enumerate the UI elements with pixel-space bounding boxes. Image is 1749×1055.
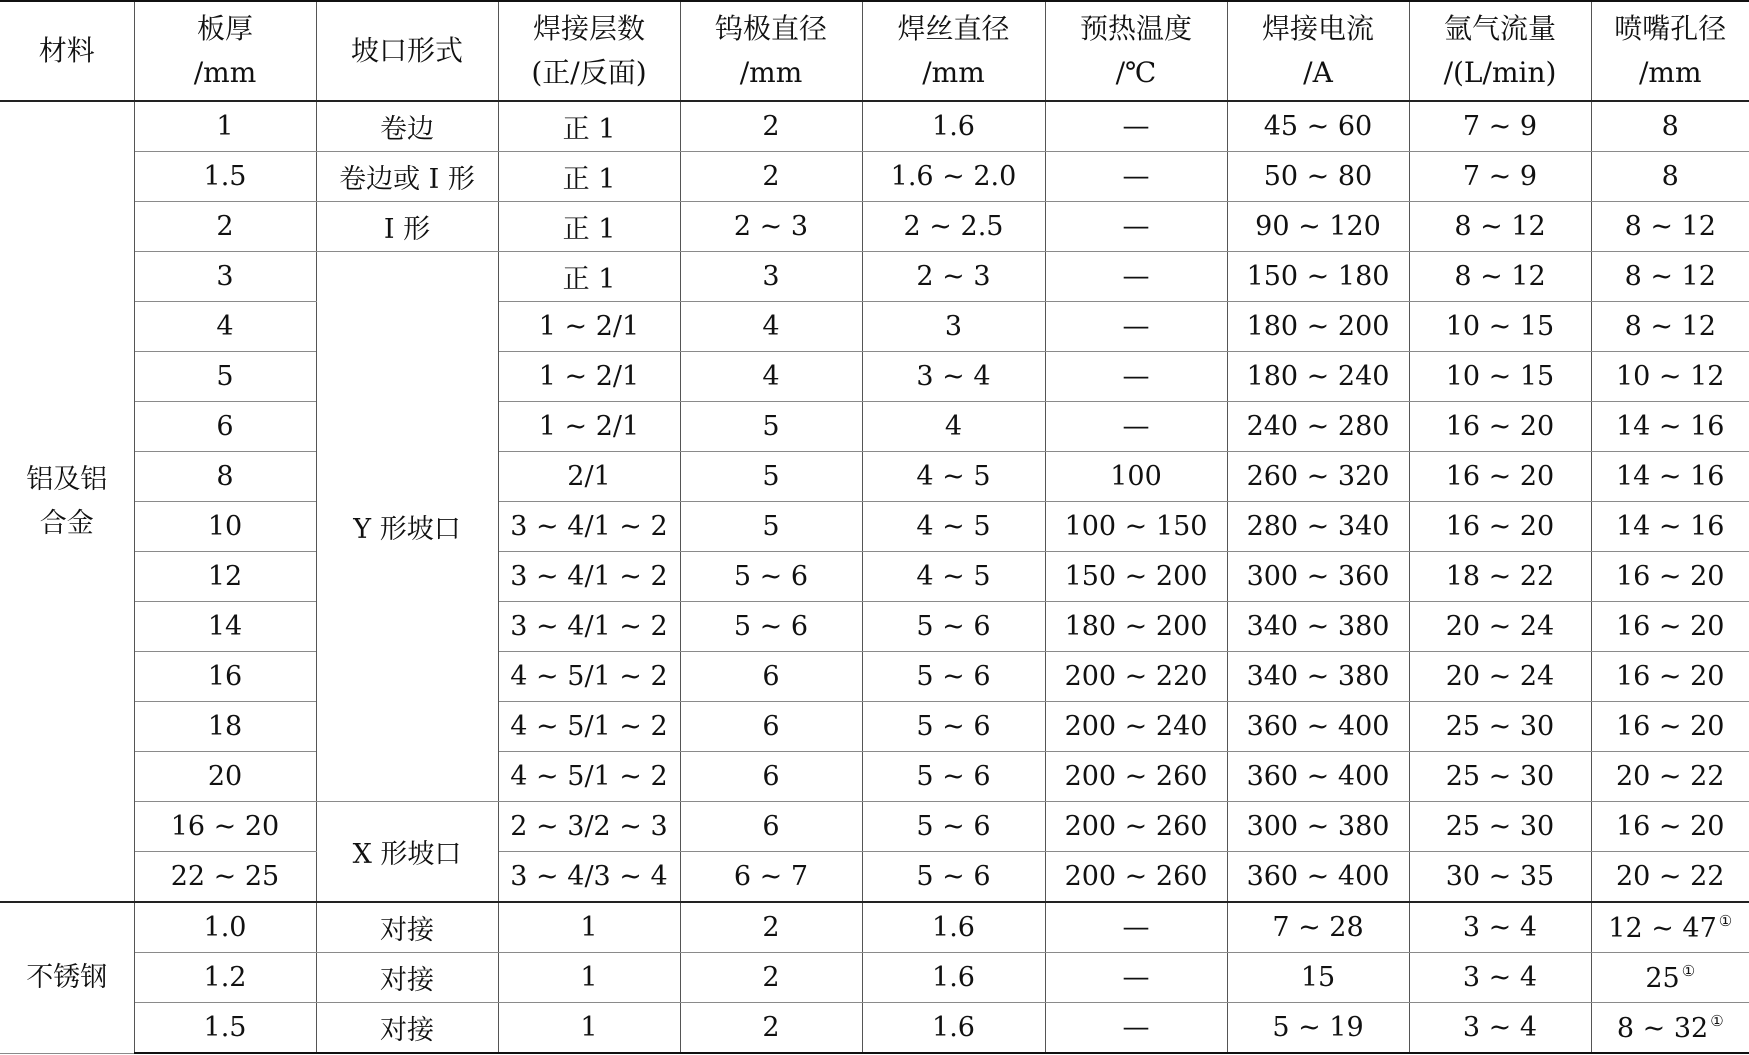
- argon-cell: 3 ~ 4: [1409, 953, 1591, 1003]
- layers-cell: 正 1: [498, 101, 680, 152]
- thickness-cell: 1.5: [134, 1003, 316, 1054]
- table-row: [0, 602, 1749, 652]
- nozzle-value: 8 ~ 12: [1624, 211, 1716, 242]
- nozzle-cell: [1591, 752, 1749, 802]
- wire-cell: 5 ~ 6: [862, 602, 1045, 652]
- header-text: 材料: [38, 34, 95, 67]
- preheat-cell: 200 ~ 260: [1045, 852, 1227, 903]
- argon-cell: 25 ~ 30: [1409, 752, 1591, 802]
- layers-cell: 1 ~ 2/1: [498, 402, 680, 452]
- argon-cell: 18 ~ 22: [1409, 552, 1591, 602]
- nozzle-cell: [1591, 402, 1749, 452]
- wire-cell: 4 ~ 5: [862, 552, 1045, 602]
- header-text: 钨极直径: [714, 12, 827, 45]
- footnote-marker: ①: [1718, 911, 1733, 930]
- groove-cell: 对接: [316, 1003, 498, 1054]
- wire-cell: 5 ~ 6: [862, 752, 1045, 802]
- thickness-cell: 2: [134, 202, 316, 252]
- material-text: 铝及铝: [26, 463, 108, 495]
- groove-cell: 卷边: [316, 101, 498, 152]
- tungsten-cell: 5 ~ 6: [680, 602, 862, 652]
- layers-cell: 3 ~ 4/1 ~ 2: [498, 502, 680, 552]
- nozzle-cell: [1591, 502, 1749, 552]
- header-text: 预热温度: [1079, 12, 1192, 45]
- layers-cell: 1 ~ 2/1: [498, 352, 680, 402]
- argon-cell: 16 ~ 20: [1409, 452, 1591, 502]
- header-text: 坡口形式: [350, 34, 463, 67]
- layers-cell: 4 ~ 5/1 ~ 2: [498, 652, 680, 702]
- table-row: [0, 953, 1749, 1003]
- header-text: 焊丝直径: [897, 12, 1010, 45]
- table-row: [0, 702, 1749, 752]
- preheat-cell: —: [1045, 252, 1227, 302]
- current-cell: 280 ~ 340: [1227, 502, 1409, 552]
- layers-cell: 4 ~ 5/1 ~ 2: [498, 702, 680, 752]
- wire-cell: 5 ~ 6: [862, 852, 1045, 903]
- table-row: [0, 552, 1749, 602]
- current-cell: 45 ~ 60: [1227, 101, 1409, 152]
- tungsten-cell: 4: [680, 352, 862, 402]
- groove-cell: X 形坡口: [316, 802, 498, 903]
- argon-cell: 20 ~ 24: [1409, 602, 1591, 652]
- preheat-cell: —: [1045, 402, 1227, 452]
- header-cell-layers: [498, 1, 680, 101]
- tungsten-cell: 2: [680, 1003, 862, 1054]
- preheat-cell: 200 ~ 220: [1045, 652, 1227, 702]
- table-row: [0, 802, 1749, 852]
- nozzle-value: 14 ~ 16: [1615, 461, 1725, 492]
- nozzle-value: 8 ~ 32: [1616, 1012, 1709, 1044]
- table-row: [0, 452, 1749, 502]
- nozzle-value: 16 ~ 20: [1615, 561, 1725, 592]
- preheat-cell: —: [1045, 202, 1227, 252]
- header-cell-thickness: [134, 1, 316, 101]
- wire-cell: 4 ~ 5: [862, 452, 1045, 502]
- preheat-cell: 200 ~ 260: [1045, 752, 1227, 802]
- layers-cell: 1 ~ 2/1: [498, 302, 680, 352]
- preheat-cell: 100 ~ 150: [1045, 502, 1227, 552]
- header-text: (正/反面): [531, 56, 647, 89]
- nozzle-cell: [1591, 452, 1749, 502]
- header-cell-tungsten: [680, 1, 862, 101]
- thickness-cell: 1.0: [134, 902, 316, 953]
- argon-cell: 3 ~ 4: [1409, 1003, 1591, 1054]
- table-row: [0, 352, 1749, 402]
- tungsten-cell: 4: [680, 302, 862, 352]
- current-cell: 150 ~ 180: [1227, 252, 1409, 302]
- layers-cell: 正 1: [498, 152, 680, 202]
- current-cell: 300 ~ 360: [1227, 552, 1409, 602]
- nozzle-value: 16 ~ 20: [1615, 811, 1725, 842]
- groove-cell: 对接: [316, 902, 498, 953]
- nozzle-cell: [1591, 602, 1749, 652]
- tungsten-cell: 6: [680, 752, 862, 802]
- layers-cell: 1: [498, 1003, 680, 1054]
- thickness-cell: 1.5: [134, 152, 316, 202]
- layers-cell: 正 1: [498, 202, 680, 252]
- preheat-cell: 200 ~ 260: [1045, 802, 1227, 852]
- table-row: [0, 101, 1749, 152]
- tungsten-cell: 5: [680, 452, 862, 502]
- argon-cell: 3 ~ 4: [1409, 902, 1591, 953]
- nozzle-value: 16 ~ 20: [1615, 661, 1725, 692]
- nozzle-cell: [1591, 902, 1749, 953]
- argon-cell: 16 ~ 20: [1409, 502, 1591, 552]
- current-cell: 50 ~ 80: [1227, 152, 1409, 202]
- nozzle-cell: [1591, 101, 1749, 152]
- wire-cell: 1.6: [862, 902, 1045, 953]
- wire-cell: 1.6: [862, 101, 1045, 152]
- argon-cell: 10 ~ 15: [1409, 302, 1591, 352]
- preheat-cell: —: [1045, 352, 1227, 402]
- tungsten-cell: 3: [680, 252, 862, 302]
- nozzle-value: 12 ~ 47: [1608, 912, 1717, 944]
- argon-cell: 25 ~ 30: [1409, 802, 1591, 852]
- current-cell: 240 ~ 280: [1227, 402, 1409, 452]
- header-cell-preheat: [1045, 1, 1227, 101]
- argon-cell: 7 ~ 9: [1409, 101, 1591, 152]
- table-row: [0, 252, 1749, 302]
- wire-cell: 5 ~ 6: [862, 702, 1045, 752]
- material-text: 不锈钢: [26, 961, 108, 993]
- argon-cell: 8 ~ 12: [1409, 202, 1591, 252]
- wire-cell: 5 ~ 6: [862, 802, 1045, 852]
- nozzle-cell: [1591, 252, 1749, 302]
- nozzle-cell: [1591, 202, 1749, 252]
- table-row: [0, 652, 1749, 702]
- header-cell-wire: [862, 1, 1045, 101]
- current-cell: 360 ~ 400: [1227, 702, 1409, 752]
- layers-cell: 4 ~ 5/1 ~ 2: [498, 752, 680, 802]
- nozzle-value: 8 ~ 12: [1624, 311, 1716, 342]
- preheat-cell: —: [1045, 953, 1227, 1003]
- layers-cell: 3 ~ 4/1 ~ 2: [498, 552, 680, 602]
- preheat-cell: —: [1045, 902, 1227, 953]
- nozzle-cell: [1591, 1003, 1749, 1054]
- groove-cell: 对接: [316, 953, 498, 1003]
- footnote-marker: ①: [1681, 961, 1696, 980]
- wire-cell: 4 ~ 5: [862, 502, 1045, 552]
- header-text: /A: [1303, 56, 1333, 89]
- thickness-cell: 4: [134, 302, 316, 352]
- layers-cell: 1: [498, 902, 680, 953]
- current-cell: 15: [1227, 953, 1409, 1003]
- nozzle-value: 8 ~ 12: [1624, 261, 1716, 292]
- header-cell-argon: [1409, 1, 1591, 101]
- thickness-cell: 16: [134, 652, 316, 702]
- header-text: /mm: [193, 56, 257, 89]
- header-text: 焊接电流: [1261, 12, 1374, 45]
- tungsten-cell: 2: [680, 101, 862, 152]
- nozzle-value: 8: [1661, 111, 1679, 142]
- table-row: [0, 752, 1749, 802]
- preheat-cell: 150 ~ 200: [1045, 552, 1227, 602]
- header-cell-current: [1227, 1, 1409, 101]
- wire-cell: 3 ~ 4: [862, 352, 1045, 402]
- header-text: 焊接层数: [532, 12, 645, 45]
- nozzle-cell: [1591, 552, 1749, 602]
- preheat-cell: 100: [1045, 452, 1227, 502]
- wire-cell: 2 ~ 3: [862, 252, 1045, 302]
- table-row: [0, 302, 1749, 352]
- table-row: [0, 1003, 1749, 1054]
- current-cell: 360 ~ 400: [1227, 752, 1409, 802]
- nozzle-cell: [1591, 953, 1749, 1003]
- argon-cell: 8 ~ 12: [1409, 252, 1591, 302]
- wire-cell: 2 ~ 2.5: [862, 202, 1045, 252]
- tungsten-cell: 2: [680, 953, 862, 1003]
- header-text: /℃: [1115, 56, 1157, 89]
- thickness-cell: 14: [134, 602, 316, 652]
- nozzle-value: 20 ~ 22: [1615, 761, 1725, 792]
- header-text: 喷嘴孔径: [1614, 12, 1727, 45]
- tungsten-cell: 6: [680, 702, 862, 752]
- layers-cell: 3 ~ 4/3 ~ 4: [498, 852, 680, 903]
- wire-cell: 1.6 ~ 2.0: [862, 152, 1045, 202]
- header-cell-nozzle: [1591, 1, 1749, 101]
- tungsten-cell: 6 ~ 7: [680, 852, 862, 903]
- current-cell: 180 ~ 240: [1227, 352, 1409, 402]
- current-cell: 7 ~ 28: [1227, 902, 1409, 953]
- preheat-cell: —: [1045, 302, 1227, 352]
- layers-cell: 3 ~ 4/1 ~ 2: [498, 602, 680, 652]
- groove-cell: Y 形坡口: [316, 252, 498, 802]
- tungsten-cell: 2: [680, 902, 862, 953]
- nozzle-value: 8: [1661, 161, 1679, 192]
- footnote-marker: ①: [1710, 1011, 1724, 1030]
- header-cell-groove: [316, 1, 498, 101]
- tungsten-cell: 2: [680, 152, 862, 202]
- preheat-cell: 200 ~ 240: [1045, 702, 1227, 752]
- preheat-cell: —: [1045, 152, 1227, 202]
- nozzle-value: 25: [1645, 962, 1680, 994]
- thickness-cell: 20: [134, 752, 316, 802]
- wire-cell: 1.6: [862, 1003, 1045, 1054]
- thickness-cell: 6: [134, 402, 316, 452]
- current-cell: 300 ~ 380: [1227, 802, 1409, 852]
- material-cell: [0, 101, 134, 902]
- table-row: [0, 852, 1749, 903]
- header-text: /mm: [1638, 56, 1702, 89]
- thickness-cell: 1: [134, 101, 316, 152]
- tungsten-cell: 5: [680, 402, 862, 452]
- nozzle-value: 14 ~ 16: [1615, 511, 1725, 542]
- groove-cell: I 形: [316, 202, 498, 252]
- nozzle-cell: [1591, 352, 1749, 402]
- nozzle-cell: [1591, 302, 1749, 352]
- header-cell-material: [0, 1, 134, 101]
- layers-cell: 1: [498, 953, 680, 1003]
- tungsten-cell: 2 ~ 3: [680, 202, 862, 252]
- material-text: 合金: [39, 507, 94, 539]
- wire-cell: 5 ~ 6: [862, 652, 1045, 702]
- thickness-cell: 18: [134, 702, 316, 752]
- nozzle-value: 16 ~ 20: [1615, 611, 1725, 642]
- nozzle-cell: [1591, 802, 1749, 852]
- current-cell: 340 ~ 380: [1227, 602, 1409, 652]
- tungsten-cell: 5: [680, 502, 862, 552]
- layers-cell: 2 ~ 3/2 ~ 3: [498, 802, 680, 852]
- nozzle-value: 16 ~ 20: [1615, 711, 1725, 742]
- wire-cell: 1.6: [862, 953, 1045, 1003]
- thickness-cell: 16 ~ 20: [134, 802, 316, 852]
- table-row: [0, 152, 1749, 202]
- groove-cell: 卷边或 I 形: [316, 152, 498, 202]
- nozzle-cell: [1591, 652, 1749, 702]
- layers-cell: 2/1: [498, 452, 680, 502]
- argon-cell: 16 ~ 20: [1409, 402, 1591, 452]
- thickness-cell: 12: [134, 552, 316, 602]
- wire-cell: 3: [862, 302, 1045, 352]
- header-text: /mm: [922, 56, 985, 89]
- header-text: /mm: [739, 56, 803, 89]
- thickness-cell: 8: [134, 452, 316, 502]
- thickness-cell: 22 ~ 25: [134, 852, 316, 903]
- thickness-cell: 3: [134, 252, 316, 302]
- tungsten-cell: 6: [680, 652, 862, 702]
- current-cell: 90 ~ 120: [1227, 202, 1409, 252]
- nozzle-value: 10 ~ 12: [1615, 361, 1725, 392]
- header-text: 氩气流量: [1443, 12, 1556, 45]
- nozzle-cell: [1591, 152, 1749, 202]
- wire-cell: 4: [862, 402, 1045, 452]
- header-text: /(L/min): [1443, 56, 1557, 89]
- preheat-cell: 180 ~ 200: [1045, 602, 1227, 652]
- table-body: [0, 1, 1749, 1053]
- argon-cell: 30 ~ 35: [1409, 852, 1591, 903]
- thickness-cell: 1.2: [134, 953, 316, 1003]
- nozzle-cell: [1591, 702, 1749, 752]
- argon-cell: 25 ~ 30: [1409, 702, 1591, 752]
- current-cell: 260 ~ 320: [1227, 452, 1409, 502]
- nozzle-cell: [1591, 852, 1749, 903]
- argon-cell: 20 ~ 24: [1409, 652, 1591, 702]
- tungsten-cell: 6: [680, 802, 862, 852]
- table-row: [0, 402, 1749, 452]
- argon-cell: 10 ~ 15: [1409, 352, 1591, 402]
- argon-cell: 7 ~ 9: [1409, 152, 1591, 202]
- thickness-cell: 5: [134, 352, 316, 402]
- material-cell: [0, 902, 134, 1053]
- table-row: [0, 902, 1749, 953]
- tungsten-cell: 5 ~ 6: [680, 552, 862, 602]
- header-text: 板厚: [196, 12, 253, 45]
- current-cell: 180 ~ 200: [1227, 302, 1409, 352]
- preheat-cell: —: [1045, 1003, 1227, 1054]
- nozzle-value: 14 ~ 16: [1615, 411, 1725, 442]
- thickness-cell: 10: [134, 502, 316, 552]
- table-row: [0, 502, 1749, 552]
- table-row: [0, 202, 1749, 252]
- current-cell: 5 ~ 19: [1227, 1003, 1409, 1054]
- header-row: [0, 1, 1749, 101]
- current-cell: 360 ~ 400: [1227, 852, 1409, 903]
- nozzle-value: 20 ~ 22: [1615, 861, 1725, 892]
- preheat-cell: —: [1045, 101, 1227, 152]
- layers-cell: 正 1: [498, 252, 680, 302]
- current-cell: 340 ~ 380: [1227, 652, 1409, 702]
